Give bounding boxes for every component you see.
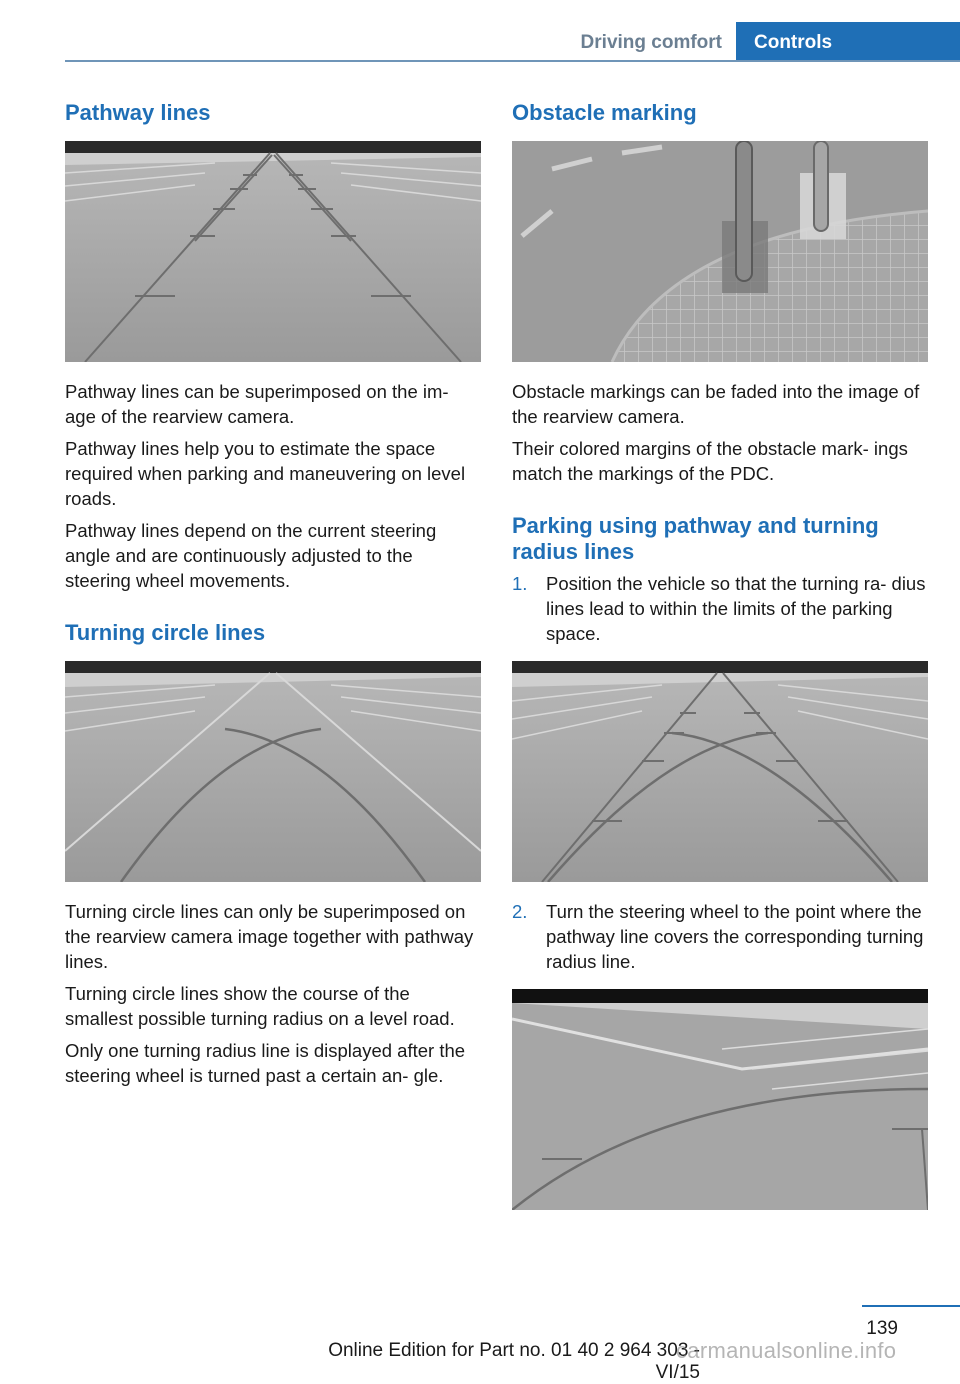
pathway-lines-image (65, 141, 481, 362)
step-text: Position the vehicle so that the turning ra‐ dius lines lead to within the limits of the parking space. (546, 573, 926, 644)
obstacle-paragraph: Their colored margins of the obstacle mark‐ ings match the markings of the PDC. (512, 438, 908, 484)
watermark: carmanualsonline.info (676, 1338, 897, 1363)
heading-pathway-lines: Pathway lines (65, 100, 211, 125)
turning-paragraph: Only one turning radius line is displayed after the steering wheel is turned past a certain an‐ gle. (65, 1040, 466, 1086)
step-number: 2. (512, 901, 528, 922)
heading-obstacle-marking: Obstacle marking (512, 100, 697, 125)
header-section: Driving comfort (580, 32, 722, 53)
step-item (512, 571, 928, 646)
header-rule (65, 60, 960, 62)
parking-steps (512, 571, 928, 646)
parking-steps (512, 899, 928, 974)
step-text: Turn the steering wheel to the point where the pathway line covers the corresponding turning radius line. (546, 901, 924, 972)
turning-circle-lines-image (65, 661, 481, 882)
step-number: 1. (512, 573, 528, 594)
pathway-paragraph: Pathway lines can be superimposed on the im‐ age of the rearview camera. (65, 381, 449, 427)
page-number: 139 (866, 1318, 898, 1339)
pathway-paragraph: Pathway lines help you to estimate the space required when parking and maneuvering on level roads. (65, 438, 466, 509)
pathway-paragraph: Pathway lines depend on the current steering angle and are continuously adjusted to the steering wheel movements. (65, 520, 437, 591)
obstacle-marking-image (512, 141, 928, 362)
header-chapter-tab: Controls (736, 22, 960, 62)
obstacle-paragraph: Obstacle markings can be faded into the image of the rearview camera. (512, 381, 920, 427)
parking-step2-image (512, 989, 928, 1210)
edition-line: Online Edition for Part no. 01 40 2 964 303 - VI/15 (328, 1340, 700, 1383)
left-column (65, 100, 481, 1095)
footer-rule (862, 1305, 960, 1307)
turning-paragraph: Turning circle lines show the course of the smallest possible turning radius on a level road. (65, 983, 455, 1029)
parking-step1-image (512, 661, 928, 882)
step-item (512, 899, 928, 974)
right-column (512, 100, 928, 1227)
heading-turning-circle-lines: Turning circle lines (65, 620, 266, 645)
turning-paragraph: Turning circle lines can only be superimposed on the rearview camera image together with pathway lines. (65, 901, 474, 972)
heading-parking-pathway-turning: Parking using pathway and turning radius lines (512, 513, 879, 564)
